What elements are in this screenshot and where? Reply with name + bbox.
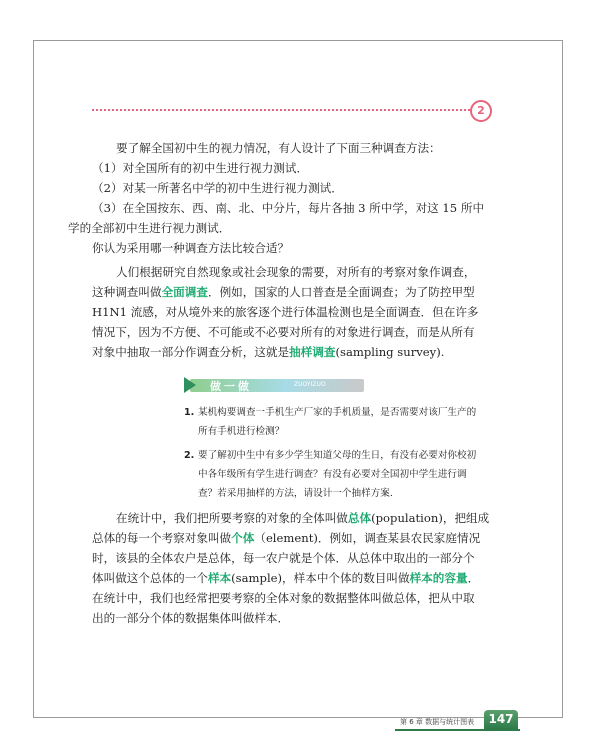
- para2-line6: 出的一部分个体的数据集体叫做样本．: [92, 611, 290, 625]
- footer-rule: [395, 729, 520, 731]
- activity-banner: [184, 377, 366, 393]
- term-population: 总体: [347, 511, 372, 525]
- chapter-label: 第 6 章 数据与统计图表: [400, 718, 475, 726]
- page-number: 147: [484, 710, 518, 729]
- para1-line4: 情况下，因为不方便、不可能或不必要对所有的对象进行调查，而是从所有: [92, 325, 475, 339]
- question-line: 某机构要调查一手机生产厂家的手机质量，是否需要对该厂生产的: [198, 407, 477, 418]
- intro-block: [68, 138, 512, 258]
- intro-option-2: （2）对某一所著名中学的初中生进行视力测试．: [92, 181, 343, 195]
- activity-question-2: [184, 446, 514, 503]
- para1-line2: 这种调查叫做全面调查．例如，国家的人口普查是全面调查；为了防控甲型: [92, 285, 475, 299]
- term-sample: 样本: [207, 571, 232, 585]
- section-number-badge: 2: [470, 100, 492, 122]
- intro-option-3: （3）在全国按东、西、南、北、中分片，每片各抽 3 所中学，对这 15 所中: [92, 201, 485, 215]
- intro-option-1: （1）对全国所有的初中生进行视力测试．: [92, 161, 309, 175]
- para2-line1: 在统计中，我们把所要考察的对象的全体叫做总体(population)，把组成: [116, 511, 490, 525]
- paragraph-population: [92, 508, 512, 628]
- term-census: 全面调查: [161, 285, 208, 299]
- question-number: 2.: [184, 450, 195, 461]
- para2-line5: 在统计中，我们也经常把要考察的全体对象的数据整体叫做总体，把从中取: [92, 591, 475, 605]
- question-line: 查？若采用抽样的方法，请设计一个抽样方案.: [198, 488, 393, 499]
- term-individual: 个体: [231, 531, 255, 545]
- activity-title: 做一做: [210, 380, 252, 393]
- intro-line: 要了解全国初中生的视力情况，有人设计了下面三种调查方法：: [116, 141, 441, 155]
- term-sampling-survey: 抽样调查: [289, 345, 336, 359]
- question-line: 中各年级所有学生进行调查？有没有必要对全国初中学生进行调: [198, 469, 467, 480]
- para1-line5: 对象中抽取一部分作调查分析，这就是抽样调查(sampling survey).: [92, 345, 445, 359]
- para2-line3: 时，该县的全体农户是总体，每一农户就是个体．从总体中取出的一部分个: [92, 551, 475, 565]
- question-number: 1.: [184, 407, 195, 418]
- dotted-divider: [92, 109, 470, 111]
- play-triangle-icon: [184, 377, 196, 393]
- activity-question-1: [184, 403, 514, 441]
- para1-line3: H1N1 流感，对从境外来的旅客逐个进行体温检测也是全面调查．但在许多: [92, 305, 479, 319]
- intro-question: 你认为采用哪一种调查方法比较合适？: [92, 241, 290, 255]
- term-sample-size: 样本的容量: [409, 571, 468, 585]
- activity-pinyin: ZUOYIZUO: [294, 381, 326, 388]
- para2-line2: 总体的每一个考察对象叫做个体（element)．例如，调查某县农民家庭情况: [92, 531, 481, 545]
- para2-line4: 体叫做这个总体的一个样本(sample)，样本中个体的数目叫做样本的容量．: [92, 571, 480, 585]
- question-line: 所有手机进行检测？: [198, 426, 285, 437]
- question-line: 要了解初中生中有多少学生知道父母的生日，有没有必要对你校初: [198, 450, 477, 461]
- intro-option-3-cont: 学的全部初中生进行视力测试．: [68, 221, 231, 235]
- paragraph-sampling: [92, 262, 512, 362]
- para1-line1: 人们根据研究自然现象或社会现象的需要，对所有的考察对象作调查，: [116, 265, 476, 279]
